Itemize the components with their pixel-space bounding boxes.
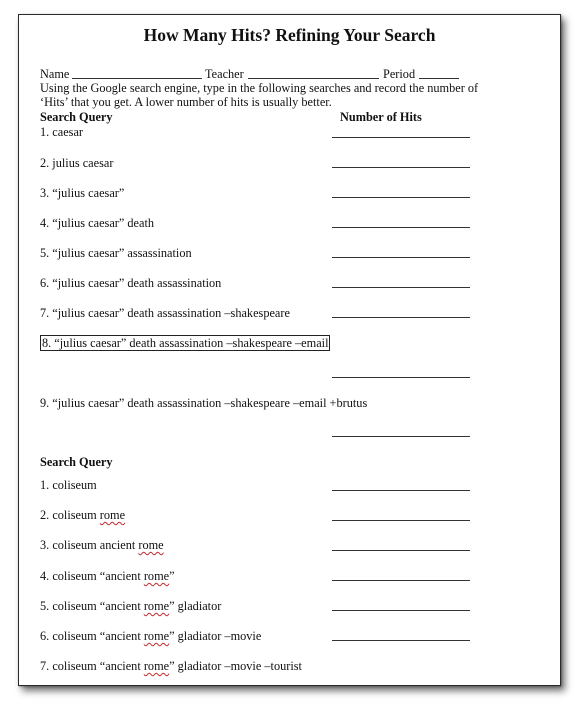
hits-blank (332, 317, 470, 318)
search-query-header-2: Search Query (40, 455, 113, 469)
query-item: 4. “julius caesar” death (40, 216, 155, 230)
name-blank (72, 78, 202, 79)
item-text: coliseum (52, 478, 97, 492)
item-text-suffix: ” gladiator –movie (169, 629, 262, 643)
teacher-blank (248, 78, 379, 79)
hits-blank (332, 287, 470, 288)
teacher-label: Teacher (205, 67, 244, 81)
item-text: coliseum “ancient (52, 599, 144, 613)
query-item (40, 569, 175, 583)
name-label: Name (40, 67, 70, 81)
item-number: 3. (40, 538, 50, 552)
hits-blank (332, 436, 470, 437)
item-text-suffix: ” (169, 569, 175, 583)
item-number: 5. (40, 599, 50, 613)
item-text-suffix: ” gladiator (169, 599, 222, 613)
item-text: coliseum “ancient (52, 659, 144, 673)
query-item: 1. caesar (40, 125, 84, 139)
item-number: 6. (40, 629, 50, 643)
hits-blank (332, 227, 470, 228)
hits-blank (332, 610, 470, 611)
misspelled-word: rome (138, 538, 164, 552)
hits-blank (332, 550, 470, 551)
worksheet-page (18, 14, 561, 686)
query-item (40, 478, 97, 492)
item-number: 1. (40, 478, 50, 492)
query-item (40, 629, 261, 643)
misspelled-word: rome (99, 508, 126, 522)
query-item: 5. “julius caesar” assassination (40, 246, 192, 260)
hits-blank (332, 520, 470, 521)
query-item: 7. “julius caesar” death assassination –shakespeare (40, 306, 290, 320)
item-text: coliseum (52, 508, 100, 522)
query-item: 6. “julius caesar” death assassination (40, 276, 222, 290)
item-text: coliseum “ancient (52, 629, 144, 643)
hits-blank (332, 257, 470, 258)
item-number: 4. (40, 569, 50, 583)
instructions-line-2: ‘Hits’ that you get. A lower number of hits is usually better. (40, 95, 332, 109)
hits-blank (332, 197, 470, 198)
period-blank (419, 78, 459, 79)
query-item-selected (40, 336, 330, 350)
misspelled-word: rome (143, 659, 170, 673)
query-item (40, 538, 164, 552)
query-item (40, 599, 221, 613)
hits-blank (332, 167, 470, 168)
item-number: 7. (40, 659, 50, 673)
query-item: 3. “julius caesar” (40, 186, 125, 200)
query-item (40, 659, 302, 673)
item-text: coliseum “ancient (52, 569, 144, 583)
misspelled-word: rome (143, 599, 170, 613)
search-query-header: Search Query (40, 110, 113, 124)
hits-blank (332, 137, 470, 138)
instructions-line-1: Using the Google search engine, type in the following searches and record the number of (40, 81, 479, 95)
misspelled-word: rome (143, 569, 170, 583)
item-text: coliseum ancient (52, 538, 139, 552)
item-text-suffix: ” gladiator –movie –tourist (169, 659, 302, 673)
hits-blank (332, 377, 470, 378)
query-item: 9. “julius caesar” death assassination –shakespeare –email +brutus (40, 396, 368, 410)
query-item (40, 508, 125, 522)
hits-blank (332, 640, 470, 641)
hits-blank (332, 580, 470, 581)
number-of-hits-header: Number of Hits (340, 110, 422, 124)
page-title: How Many Hits? Refining Your Search (143, 25, 436, 45)
misspelled-word: rome (143, 629, 170, 643)
hits-blank (332, 490, 470, 491)
query-item: 2. julius caesar (40, 156, 114, 170)
item-number: 2. (40, 508, 50, 522)
text-selection: 8. “julius caesar” death assassination –shakespeare –email (42, 336, 329, 350)
period-label: Period (383, 67, 416, 81)
